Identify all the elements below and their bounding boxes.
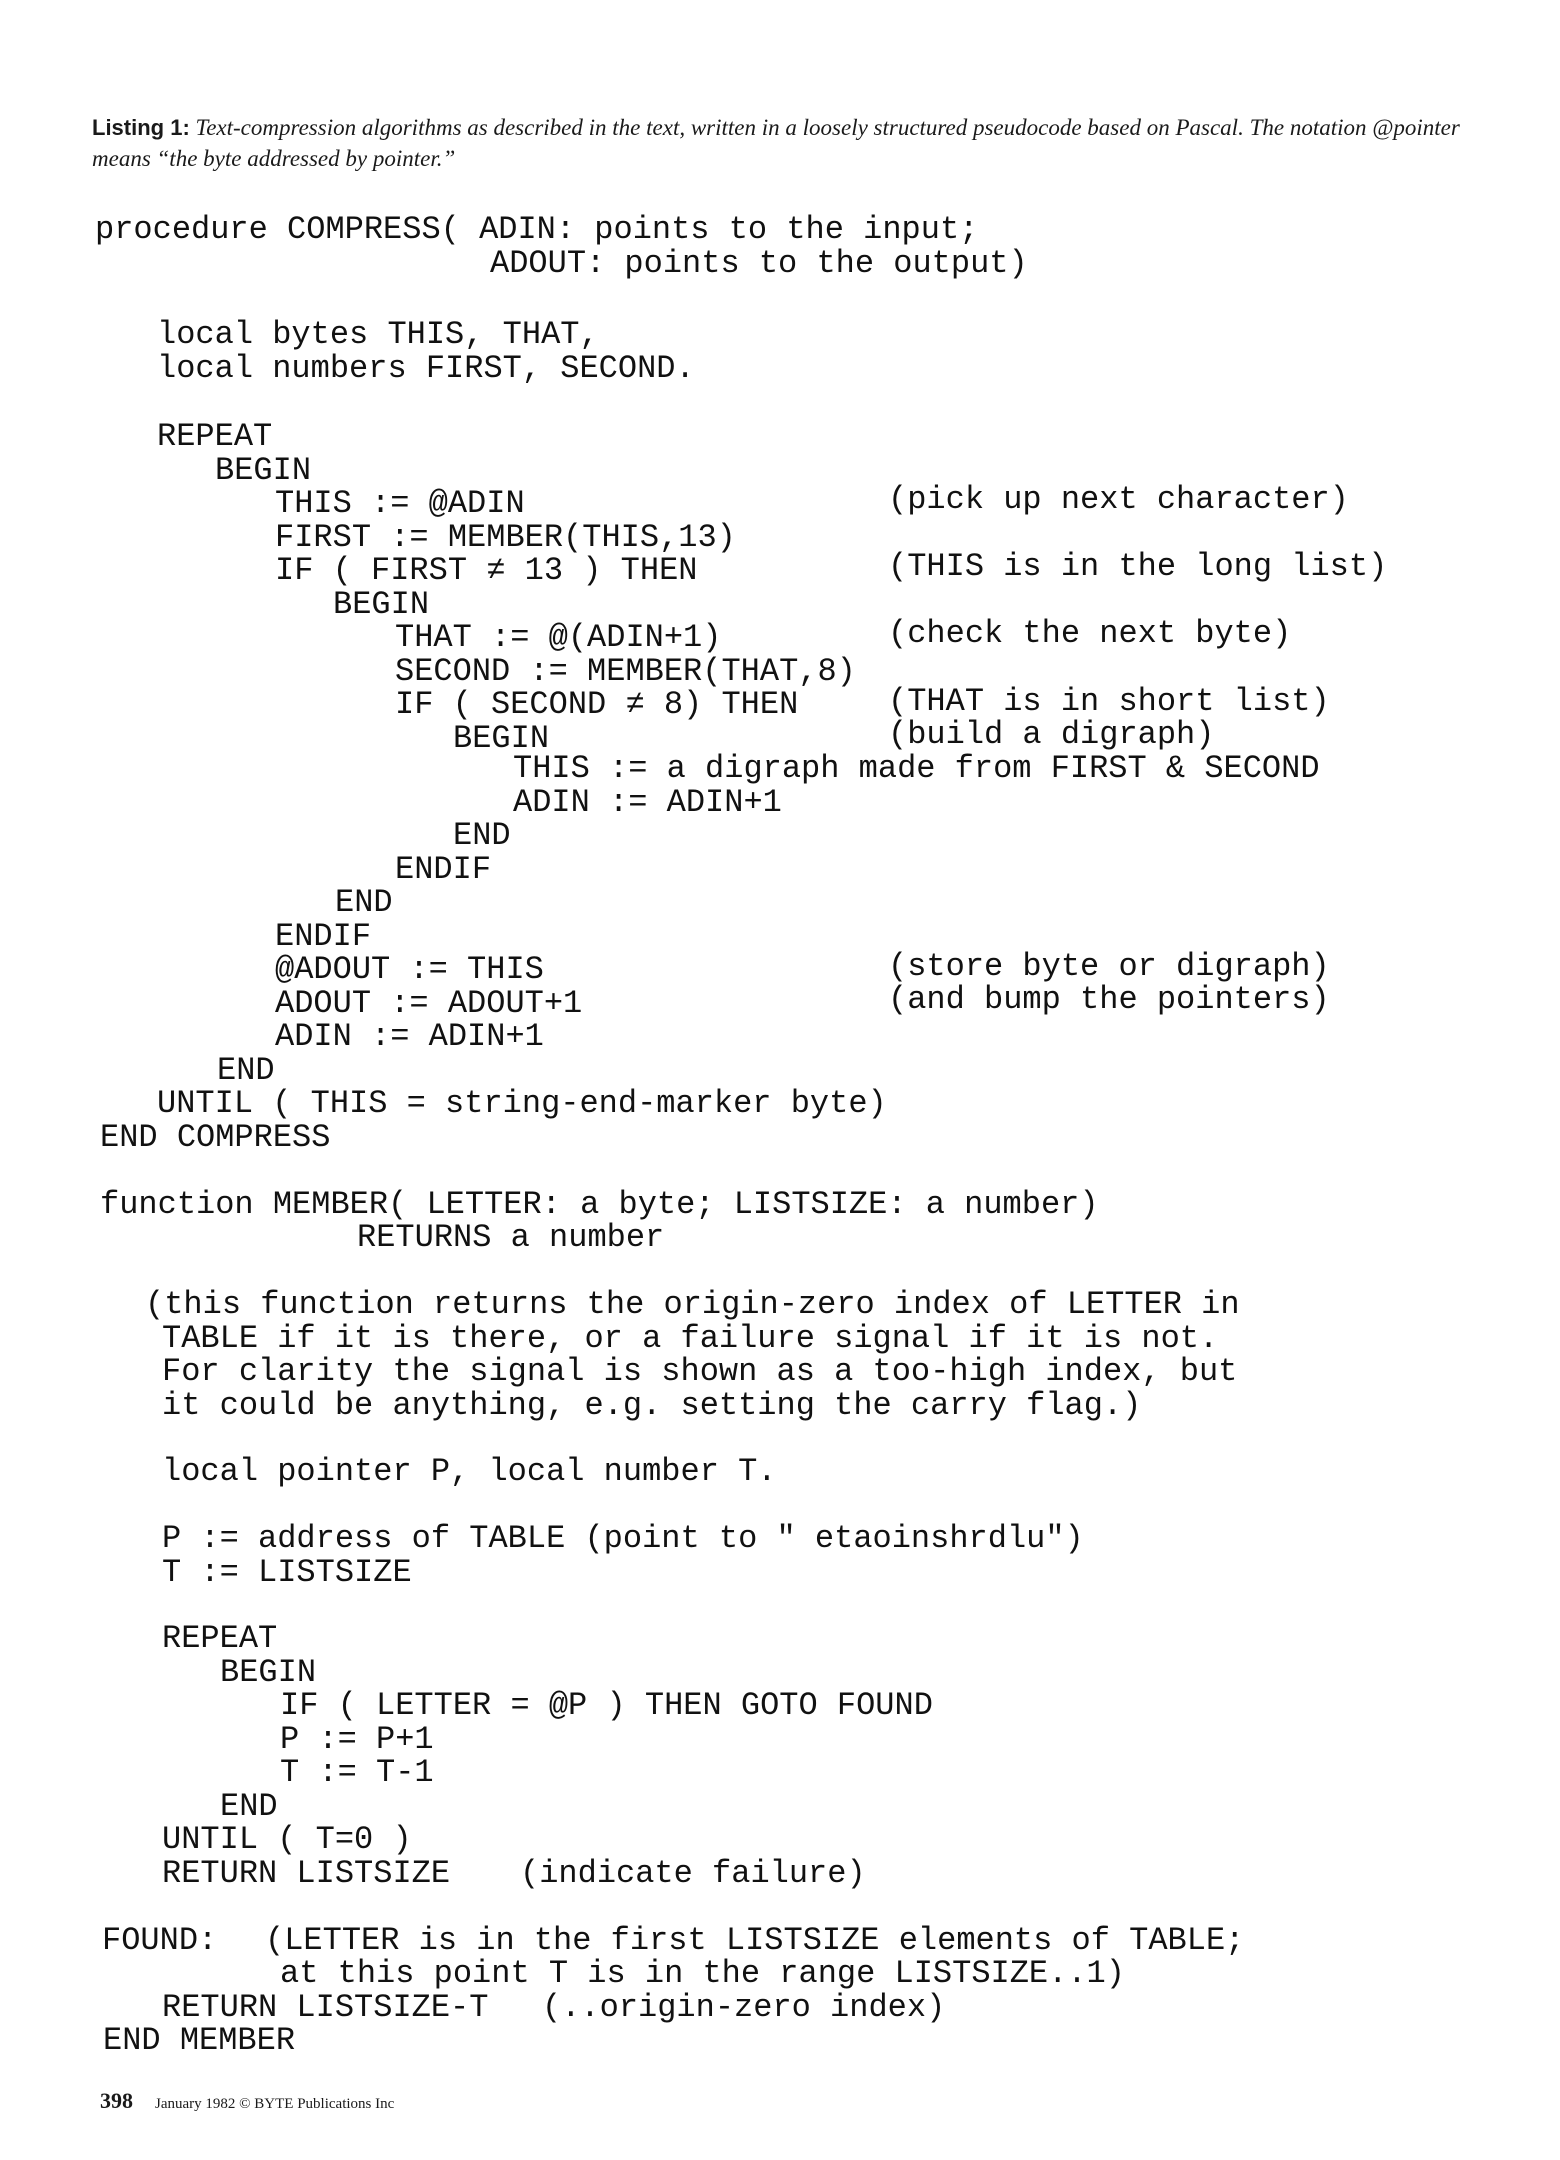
- code-line: local numbers FIRST, SECOND.: [157, 350, 695, 387]
- caption-label: Listing 1:: [92, 115, 190, 140]
- code-comment: (and bump the pointers): [888, 981, 1330, 1018]
- code-line: SECOND := MEMBER(THAT,8): [395, 653, 856, 690]
- code-comment: For clarity the signal is shown as a too-high index, but: [162, 1353, 1238, 1390]
- code-label: FOUND:: [102, 1922, 218, 1959]
- code-comment: (LETTER is in the first LISTSIZE elements of TABLE;: [265, 1922, 1245, 1959]
- code-line: RETURNS a number: [357, 1219, 665, 1256]
- code-comment: (this function returns the origin-zero index of LETTER in: [145, 1286, 1240, 1323]
- caption-text: Text-compression algorithms as described in the text, written in a loosely structured pseudocode based on Pascal. The notation @pointer means “the byte addressed by pointer.”: [92, 115, 1460, 171]
- code-line: procedure COMPRESS( ADIN: points to the input;: [95, 211, 979, 248]
- code-line: local pointer P, local number T.: [162, 1453, 777, 1490]
- code-line: END: [335, 884, 393, 921]
- code-line: END MEMBER: [103, 2022, 296, 2059]
- code-line: IF ( LETTER = @P ) THEN GOTO FOUND: [280, 1687, 933, 1724]
- code-comment: it could be anything, e.g. setting the carry flag.): [162, 1387, 1142, 1424]
- code-line: BEGIN: [215, 452, 312, 489]
- code-line: RETURN LISTSIZE: [162, 1855, 451, 1892]
- code-comment: (pick up next character): [888, 481, 1349, 518]
- code-line: IF ( SECOND ≠ 8) THEN: [395, 686, 799, 723]
- code-line: ENDIF: [275, 918, 372, 955]
- code-line: RETURN LISTSIZE-T: [162, 1989, 489, 2026]
- code-comment: TABLE if it is there, or a failure signal if it is not.: [162, 1320, 1219, 1357]
- code-line: @ADOUT := THIS: [275, 951, 544, 988]
- code-line: P := P+1: [280, 1721, 434, 1758]
- code-comment: (THAT is in short list): [888, 683, 1330, 720]
- code-comment: (check the next byte): [888, 615, 1292, 652]
- code-line: BEGIN: [333, 586, 430, 623]
- code-line: THIS := a digraph made from FIRST & SECOND: [513, 750, 1320, 787]
- code-comment: (THIS is in the long list): [888, 548, 1388, 585]
- code-line: ADOUT: points to the output): [490, 245, 1028, 282]
- code-line: BEGIN: [453, 720, 550, 757]
- code-comment: (indicate failure): [520, 1855, 866, 1892]
- code-line: BEGIN: [220, 1654, 317, 1691]
- code-line: REPEAT: [162, 1620, 278, 1657]
- code-comment: (build a digraph): [888, 716, 1215, 753]
- page-footer: [100, 2088, 394, 2114]
- code-line: END: [217, 1052, 275, 1089]
- code-comment: (..origin-zero index): [542, 1989, 946, 2026]
- code-line: UNTIL ( T=0 ): [162, 1821, 412, 1858]
- code-line: UNTIL ( THIS = string-end-marker byte): [157, 1085, 887, 1122]
- code-line: END: [220, 1788, 278, 1825]
- code-line: END COMPRESS: [100, 1119, 331, 1156]
- code-line: REPEAT: [157, 418, 273, 455]
- code-comment: (store byte or digraph): [888, 948, 1330, 985]
- code-line: THIS := @ADIN: [275, 485, 525, 522]
- code-line: function MEMBER( LETTER: a byte; LISTSIZE: a number): [100, 1186, 1099, 1223]
- code-line: ENDIF: [395, 851, 492, 888]
- code-line: T := LISTSIZE: [162, 1554, 412, 1591]
- code-line: ADIN := ADIN+1: [275, 1018, 544, 1055]
- code-line: P := address of TABLE (point to " etaoinshrdlu"): [162, 1520, 1084, 1557]
- code-line: ADOUT := ADOUT+1: [275, 985, 583, 1022]
- publication-credit: January 1982 © BYTE Publications Inc: [155, 2096, 395, 2112]
- page-number: 398: [100, 2088, 133, 2113]
- code-line: T := T-1: [280, 1754, 434, 1791]
- code-comment: at this point T is in the range LISTSIZE..1): [280, 1955, 1125, 1992]
- code-line: ADIN := ADIN+1: [513, 784, 782, 821]
- code-line: THAT := @(ADIN+1): [395, 619, 722, 656]
- code-line: local bytes THIS, THAT,: [157, 316, 599, 353]
- code-line: END: [453, 817, 511, 854]
- code-line: FIRST := MEMBER(THIS,13): [275, 519, 736, 556]
- code-line: IF ( FIRST ≠ 13 ) THEN: [275, 552, 698, 589]
